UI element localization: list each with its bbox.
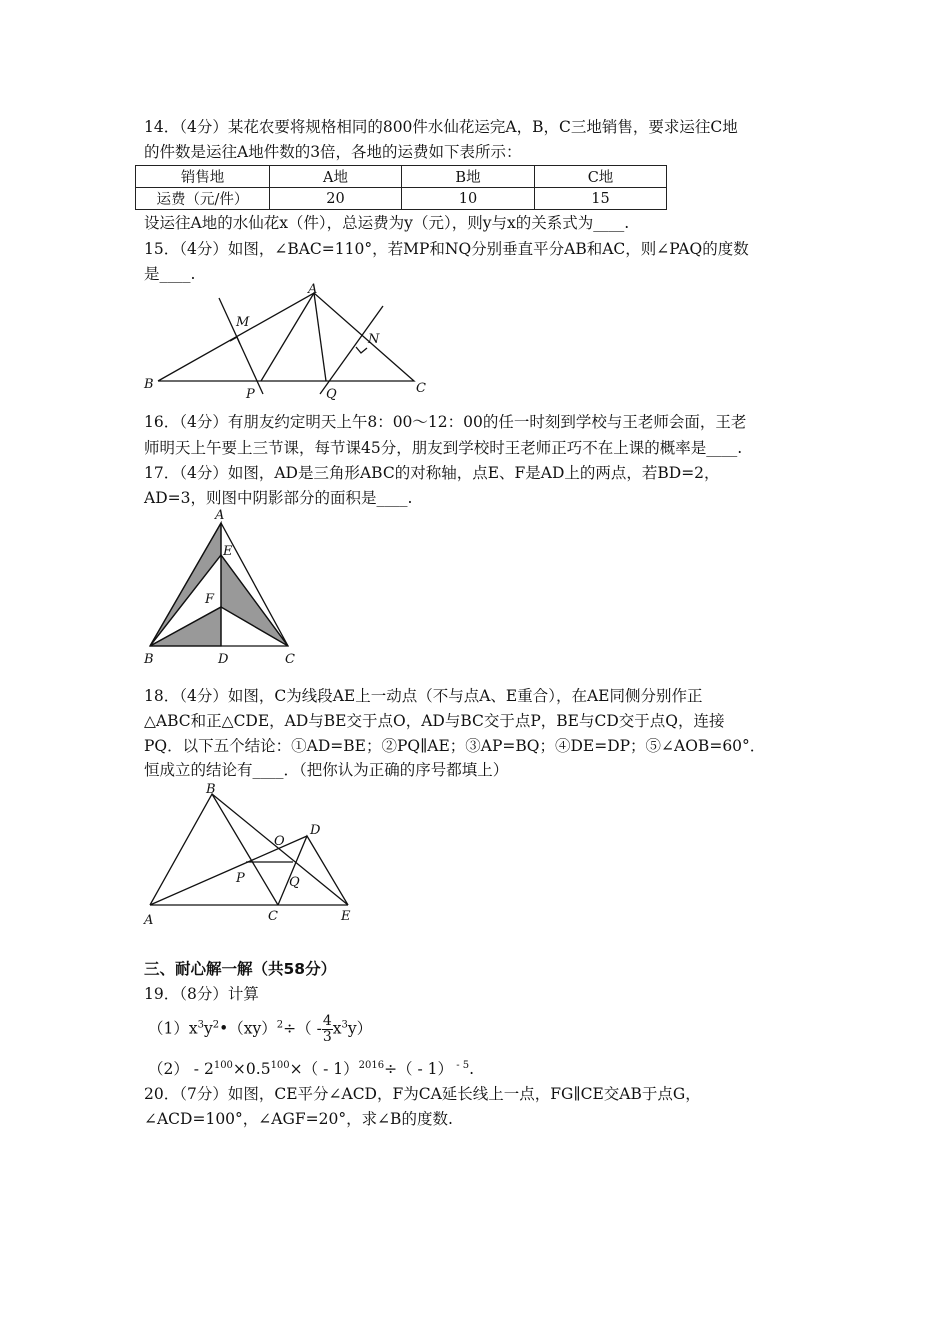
table-cell: 10 bbox=[402, 188, 535, 210]
right-angle-mark-m bbox=[230, 337, 240, 344]
label-a: A bbox=[215, 508, 225, 523]
q18-line-3: PQ．以下五个结论：①AD=BE；②PQ∥AE；③AP=BQ；④DE=DP；⑤∠AOB=60°． bbox=[144, 737, 766, 755]
table-header-cell: C地 bbox=[535, 166, 667, 188]
label-e: E bbox=[341, 909, 351, 924]
triangle-abc bbox=[150, 794, 278, 905]
q14-line-1: 14．（4分）某花农要将规格相同的800件水仙花运完A，B，C三地销售，要求运往C地 bbox=[144, 118, 738, 136]
q14-line-3: 设运往A地的水仙花x（件），总运费为y（元），则y与x的关系式为____. bbox=[144, 214, 630, 232]
label-b: B bbox=[144, 652, 154, 667]
label-p: P bbox=[246, 387, 255, 402]
label-f: F bbox=[205, 592, 215, 607]
label-q: Q bbox=[289, 875, 300, 890]
exponent: 100 bbox=[270, 1060, 290, 1071]
q15-figure bbox=[130, 280, 450, 405]
label-a: A bbox=[144, 913, 154, 928]
exponent: 3 bbox=[341, 1019, 348, 1031]
exponent: 2016 bbox=[358, 1060, 385, 1071]
text: y） bbox=[347, 1019, 373, 1038]
exponent: 2 bbox=[212, 1019, 220, 1031]
numerator: 4 bbox=[322, 1013, 332, 1029]
freight-table bbox=[135, 165, 667, 210]
segment-be bbox=[212, 794, 348, 905]
table-row bbox=[136, 188, 667, 210]
table-header-cell: 销售地 bbox=[136, 166, 270, 188]
exponent: 2 bbox=[276, 1019, 284, 1031]
triangle-cde bbox=[278, 836, 348, 905]
segment-ap bbox=[261, 293, 314, 381]
q19-part-1 bbox=[148, 1014, 372, 1045]
q18-line-2: △ABC和正△CDE，AD与BE交于点O，AD与BC交于点P，BE与CD交于点Q，连接 bbox=[144, 712, 725, 730]
label-c: C bbox=[416, 381, 426, 396]
q20-line-1: 20．（7分）如图，CE平分∠ACD，F为CA延长线上一点，FG∥CE交AB于点G， bbox=[144, 1085, 701, 1103]
q17-line-2: AD=3，则图中阴影部分的面积是____. bbox=[144, 489, 413, 507]
q16-line-1: 16．（4分）有朋友约定明天上午8：00～12：00的任一时刻到学校与王老师会面，王老 bbox=[144, 413, 747, 431]
q18-figure bbox=[135, 778, 360, 928]
label-c: C bbox=[285, 652, 295, 667]
label-p: P bbox=[236, 871, 245, 886]
label-m: M bbox=[236, 315, 250, 330]
section-title: 三、耐心解一解（共58分） bbox=[144, 960, 337, 978]
text: ×0.5 bbox=[232, 1060, 271, 1078]
exponent: 3 bbox=[197, 1019, 204, 1031]
table-cell: 20 bbox=[270, 188, 402, 210]
table-cell: 15 bbox=[535, 188, 667, 210]
label-e: E bbox=[223, 544, 233, 559]
q18-line-4: 恒成立的结论有____．（把你认为正确的序号都填上） bbox=[144, 761, 509, 779]
q16-line-2: 师明天上午要上三节课，每节课45分，朋友到学校时王老师正巧不在上课的概率是____. bbox=[144, 439, 743, 457]
q19-part-2 bbox=[148, 1055, 474, 1080]
q17-figure bbox=[135, 505, 305, 670]
table-header-cell: B地 bbox=[402, 166, 535, 188]
table-cell: 运费（元/件） bbox=[136, 188, 270, 210]
table-header-cell: A地 bbox=[270, 166, 402, 188]
segment-aq bbox=[314, 293, 326, 381]
label-b: B bbox=[206, 782, 216, 797]
right-angle-mark-n bbox=[356, 347, 367, 353]
q15-line-2: 是____. bbox=[144, 265, 196, 283]
fraction bbox=[322, 1014, 333, 1045]
q17-line-1: 17．（4分）如图，AD是三角形ABC的对称轴，点E、F是AD上的两点，若BD=2， bbox=[144, 464, 720, 482]
text: ÷（ - bbox=[283, 1019, 322, 1038]
q14-line-2: 的件数是运往A地件数的3倍，各地的运费如下表所示： bbox=[144, 143, 522, 161]
label-c: C bbox=[268, 909, 278, 924]
text: ÷（ - 1） bbox=[384, 1060, 454, 1078]
text: （1）x bbox=[148, 1019, 198, 1038]
q19-heading: 19．（8分）计算 bbox=[144, 985, 259, 1003]
label-n: N bbox=[368, 332, 380, 347]
denominator: 3 bbox=[322, 1029, 332, 1045]
label-b: B bbox=[144, 377, 154, 392]
label-d: D bbox=[310, 823, 321, 838]
q20-line-2: ∠ACD=100°，∠AGF=20°，求∠B的度数. bbox=[144, 1110, 453, 1128]
text: •（xy） bbox=[219, 1019, 277, 1038]
text: x bbox=[332, 1019, 342, 1038]
text: . bbox=[469, 1060, 475, 1078]
text: （2） - 2 bbox=[148, 1060, 214, 1078]
label-q: Q bbox=[326, 387, 337, 402]
text: y bbox=[203, 1019, 213, 1038]
text: ×（ - 1） bbox=[289, 1060, 359, 1078]
exponent: - 5 bbox=[453, 1060, 470, 1071]
table-row bbox=[136, 166, 667, 188]
q15-line-1: 15．（4分）如图，∠BAC=110°，若MP和NQ分别垂直平分AB和AC，则∠PAQ的度数 bbox=[144, 240, 749, 258]
label-a: A bbox=[308, 282, 318, 297]
label-o: O bbox=[274, 834, 285, 849]
perpendicular-mp bbox=[219, 298, 263, 394]
label-d: D bbox=[218, 652, 229, 667]
exponent: 100 bbox=[213, 1060, 233, 1071]
q18-line-1: 18．（4分）如图，C为线段AE上一动点（不与点A、E重合），在AE同侧分别作正 bbox=[144, 687, 703, 705]
